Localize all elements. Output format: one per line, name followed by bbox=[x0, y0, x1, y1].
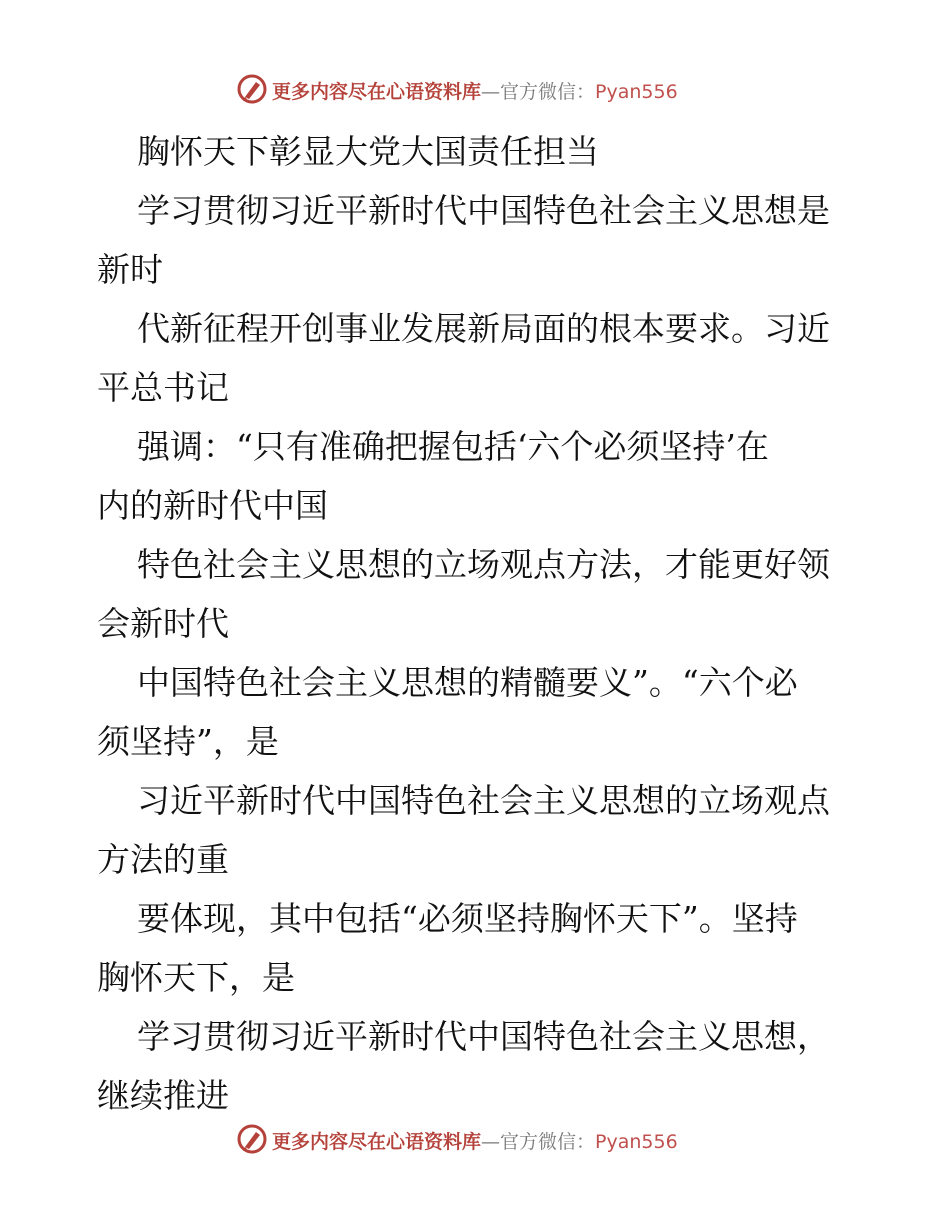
body-line: 代新征程开创事业发展新局面的根本要求。习近 bbox=[137, 309, 830, 348]
document-body bbox=[97, 122, 857, 1125]
banner-text bbox=[272, 77, 678, 104]
body-line: 中国特色社会主义思想的精髓要义”。“六个必 bbox=[137, 663, 798, 702]
footer-banner bbox=[0, 1120, 950, 1160]
body-line: 习近平新时代中国特色社会主义思想的立场观点 bbox=[137, 781, 830, 820]
banner-dash: — bbox=[481, 1131, 501, 1153]
body-line: 会新时代 bbox=[97, 604, 229, 643]
body-line: 胸怀天下彰显大党大国责任担当 bbox=[137, 132, 599, 171]
banner-main-text: 更多内容尽在心语资料库 bbox=[272, 1131, 482, 1153]
body-line: 继续推进 bbox=[97, 1076, 229, 1115]
body-line: 须坚持”，是 bbox=[97, 722, 279, 761]
body-line: 要体现，其中包括“必须坚持胸怀天下”。坚持 bbox=[137, 899, 798, 938]
banner-wechat-id: Pyan556 bbox=[595, 81, 678, 103]
body-line: 特色社会主义思想的立场观点方法，才能更好领 bbox=[137, 545, 830, 584]
banner-wechat-label: 官方微信： bbox=[500, 81, 596, 103]
body-line: 方法的重 bbox=[97, 840, 229, 879]
banner-wechat-label: 官方微信： bbox=[500, 1131, 596, 1153]
banner-main-text: 更多内容尽在心语资料库 bbox=[272, 81, 482, 103]
banner-dash: — bbox=[481, 81, 501, 103]
header-banner bbox=[0, 70, 950, 110]
body-line: 胸怀天下，是 bbox=[97, 958, 295, 997]
body-line: 学习贯彻习近平新时代中国特色社会主义思想， bbox=[137, 1017, 830, 1056]
body-line: 新时 bbox=[97, 250, 163, 289]
body-line: 学习贯彻习近平新时代中国特色社会主义思想是 bbox=[137, 191, 830, 230]
pen-logo-icon bbox=[236, 73, 268, 105]
body-line: 内的新时代中国 bbox=[97, 486, 328, 525]
banner-text bbox=[272, 1127, 678, 1154]
body-line: 强调：“只有准确把握包括‘六个必须坚持’在 bbox=[137, 427, 769, 466]
banner-wechat-id: Pyan556 bbox=[595, 1131, 678, 1153]
body-line: 平总书记 bbox=[97, 368, 229, 407]
pen-logo-icon bbox=[236, 1123, 268, 1155]
